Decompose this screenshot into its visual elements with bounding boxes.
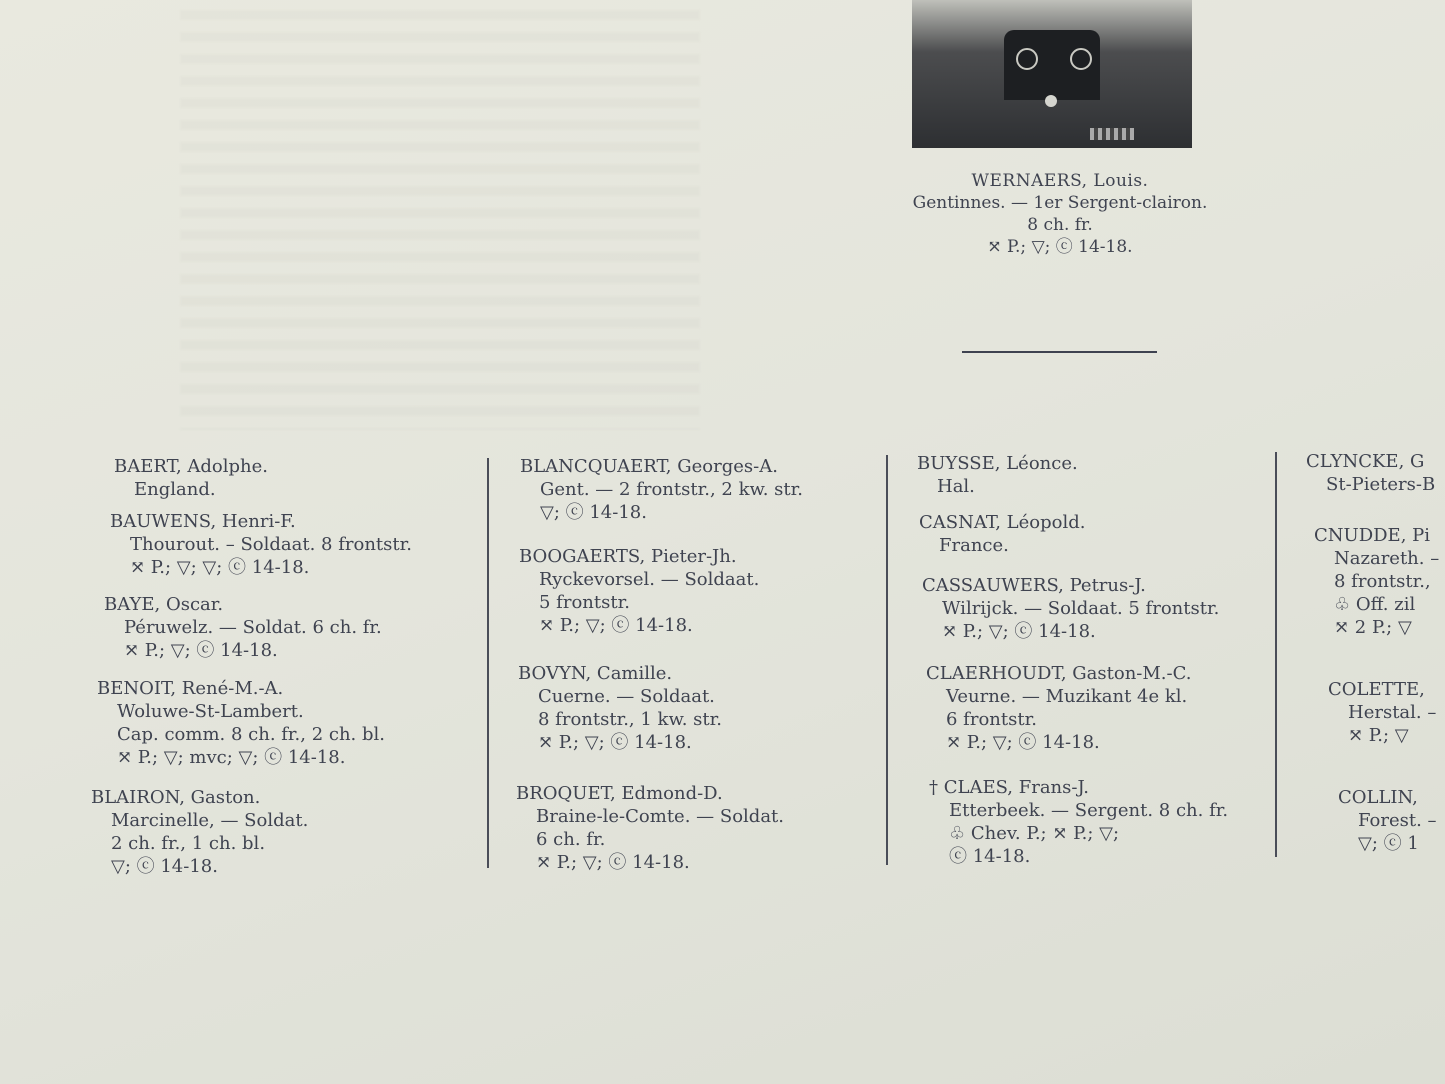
bleed-through-text — [180, 10, 700, 430]
entry-line: Péruwelz. — Soldat. 6 ch. fr. — [124, 617, 382, 638]
column-divider-1 — [487, 458, 489, 868]
entry-line: ⤧ P.; ▽; ⓒ 14-18. — [536, 852, 690, 873]
entry-line: Veurne. — Muzikant 4e kl. — [946, 686, 1188, 707]
entry-line: Etterbeek. — Sergent. 8 ch. fr. — [949, 800, 1229, 821]
portrait-photo — [912, 0, 1192, 148]
entry-line: Marcinelle, — Soldat. — [111, 810, 309, 831]
collar-insignia-right — [1070, 48, 1092, 70]
entry-name: † CLAES, Frans-J. — [929, 777, 1089, 798]
entry-name: BAUWENS, Henri-F. — [110, 511, 296, 532]
entry-line: ♧ Chev. P.; ⤧ P.; ▽; — [949, 823, 1120, 844]
entry-line: 6 ch. fr. — [536, 829, 606, 850]
medal-ribbons — [1090, 128, 1134, 140]
roster-entry — [1306, 450, 1435, 496]
entry-line: ♧ Off. zil — [1334, 594, 1416, 615]
entry-name: CASNAT, Léopold. — [919, 512, 1086, 533]
entry-line: 8 frontstr., — [1334, 571, 1431, 592]
entry-line: England. — [134, 479, 216, 500]
portrait-line-1: Gentinnes. — 1er Sergent-clairon. — [912, 193, 1208, 213]
entry-line: Herstal. – — [1348, 702, 1437, 723]
entry-line: 6 frontstr. — [946, 709, 1037, 730]
section-divider — [962, 351, 1157, 353]
portrait-name: WERNAERS, Louis. — [971, 171, 1149, 191]
entry-line: St-Pieters-B — [1326, 474, 1436, 495]
roster-entry — [516, 782, 784, 874]
entry-line: ⤧ 2 P.; ▽ — [1334, 617, 1412, 638]
roster-entry — [926, 662, 1191, 754]
entry-name: CASSAUWERS, Petrus-J. — [922, 575, 1146, 596]
entry-name: CNUDDE, Pi — [1314, 525, 1431, 546]
roster-entry — [1328, 678, 1436, 747]
roster-entry — [919, 511, 1085, 557]
entry-name: CLAERHOUDT, Gaston-M.-C. — [926, 663, 1192, 684]
entry-name: BUYSSE, Léonce. — [917, 453, 1078, 474]
entry-line: Ryckevorsel. — Soldaat. — [539, 569, 760, 590]
roster-entry — [97, 677, 385, 769]
entry-line: ⤧ P.; ▽; ⓒ 14-18. — [539, 615, 693, 636]
entry-name: COLLIN, — [1338, 787, 1418, 808]
entry-name: BAYE, Oscar. — [104, 594, 224, 615]
roster-entry — [922, 574, 1219, 643]
entry-line: Woluwe-St-Lambert. — [117, 701, 304, 722]
entry-line: 5 frontstr. — [539, 592, 630, 613]
roster-entry — [519, 545, 759, 637]
entry-line: ▽; ⓒ 14-18. — [540, 502, 647, 523]
entry-line: Cap. comm. 8 ch. fr., 2 ch. bl. — [117, 724, 386, 745]
entry-line: France. — [939, 535, 1009, 556]
roster-entry — [917, 452, 1078, 498]
entry-line: Nazareth. – — [1334, 548, 1440, 569]
portrait-caption — [880, 170, 1240, 258]
entry-name: BLANCQUAERT, Georges-A. — [520, 456, 778, 477]
roster-entry — [91, 786, 308, 878]
roster-entry — [110, 510, 412, 579]
entry-line: ⤧ P.; ▽; mvc; ▽; ⓒ 14-18. — [117, 747, 346, 768]
entry-line: Cuerne. — Soldaat. — [538, 686, 715, 707]
entry-name: BLAIRON, Gaston. — [91, 787, 261, 808]
entry-line: Thourout. – Soldaat. 8 frontstr. — [130, 534, 412, 555]
cropped-column — [1290, 440, 1445, 880]
roster-entry — [929, 776, 1228, 868]
roster-entry — [114, 455, 268, 501]
entry-line: 8 frontstr., 1 kw. str. — [538, 709, 722, 730]
entry-name: COLETTE, — [1328, 679, 1425, 700]
roster-entry — [1338, 786, 1437, 855]
entry-name: BAERT, Adolphe. — [114, 456, 269, 477]
entry-line: Gent. — 2 frontstr., 2 kw. str. — [540, 479, 804, 500]
column-divider-3 — [1275, 452, 1277, 857]
roster-entry — [520, 455, 803, 524]
entry-line: Hal. — [937, 476, 975, 497]
entry-line: Wilrijck. — Soldaat. 5 frontstr. — [942, 598, 1220, 619]
entry-line: ⤧ P.; ▽; ▽; ⓒ 14-18. — [130, 557, 310, 578]
entry-line: ⤧ P.; ▽; ⓒ 14-18. — [538, 732, 692, 753]
entry-name: BOVYN, Camille. — [518, 663, 673, 684]
entry-line: ⤧ P.; ▽ — [1348, 725, 1409, 746]
entry-name: BENOIT, René-M.-A. — [97, 678, 284, 699]
entry-line: Braine-le-Comte. — Soldat. — [536, 806, 785, 827]
entry-line: Forest. – — [1358, 810, 1437, 831]
portrait-line-3: ⤧ P.; ▽; ⓒ 14-18. — [987, 237, 1133, 257]
roster-entry — [518, 662, 722, 754]
column-divider-2 — [886, 455, 888, 865]
entry-line: ⓒ 14-18. — [949, 846, 1031, 867]
entry-name: CLYNCKE, G — [1306, 451, 1425, 472]
entry-name: BOOGAERTS, Pieter-Jh. — [519, 546, 737, 567]
entry-line: ▽; ⓒ 1 — [1358, 833, 1419, 854]
portrait-line-2: 8 ch. fr. — [1027, 215, 1093, 235]
roster-entry — [104, 593, 382, 662]
entry-line: 2 ch. fr., 1 ch. bl. — [111, 833, 266, 854]
uniform-button — [1045, 95, 1057, 107]
entry-line: ⤧ P.; ▽; ⓒ 14-18. — [942, 621, 1096, 642]
collar-insignia-left — [1016, 48, 1038, 70]
roster-entry — [1314, 524, 1439, 639]
entry-line: ▽; ⓒ 14-18. — [111, 856, 218, 877]
entry-name: BROQUET, Edmond-D. — [516, 783, 723, 804]
entry-line: ⤧ P.; ▽; ⓒ 14-18. — [946, 732, 1100, 753]
entry-line: ⤧ P.; ▽; ⓒ 14-18. — [124, 640, 278, 661]
